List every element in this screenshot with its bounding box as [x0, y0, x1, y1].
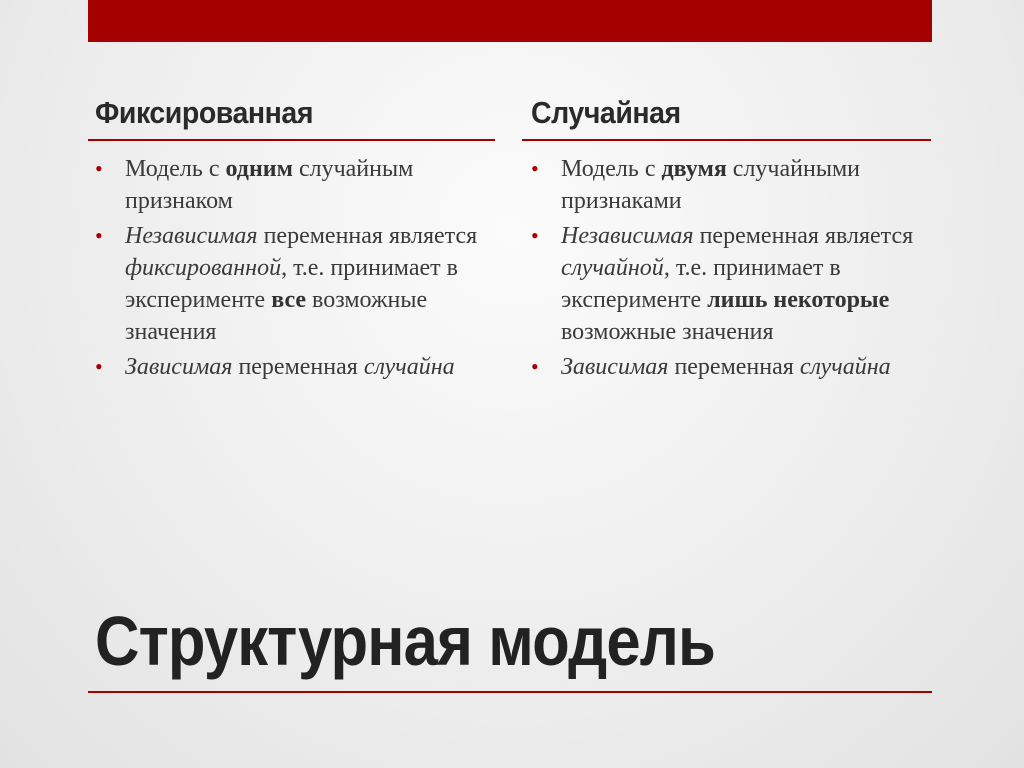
title-underline [88, 691, 932, 693]
left-bullet-list [95, 153, 495, 383]
slide-title: Структурная модель [95, 602, 715, 680]
left-column [95, 88, 495, 386]
bullet-icon: • [531, 223, 539, 248]
right-column [531, 88, 931, 386]
right-bullet-3: • Зависимая переменная случайна [531, 351, 931, 383]
bullet-icon: • [531, 354, 539, 379]
bullet-icon: • [531, 156, 539, 181]
left-bullet-1: • Модель с одним случайным признаком [95, 153, 495, 217]
left-bullet-3: • Зависимая переменная случайна [95, 351, 495, 383]
top-accent-bar [88, 0, 932, 42]
bullet-icon: • [95, 354, 103, 379]
bullet-icon: • [95, 223, 103, 248]
left-bullet-2: • Независимая переменная является фиксированной, т.е. принимает в эксперименте все возможные значения [95, 220, 495, 348]
bullet-icon: • [95, 156, 103, 181]
right-heading-divider [522, 139, 931, 141]
right-bullet-list [531, 153, 931, 383]
right-column-heading: Случайная [531, 95, 681, 130]
right-bullet-1: • Модель с двумя случайными признаками [531, 153, 931, 217]
left-heading-divider [88, 139, 495, 141]
right-bullet-2: • Независимая переменная является случайной, т.е. принимает в эксперименте лишь некоторые возможные значения [531, 220, 931, 348]
left-column-heading: Фиксированная [95, 95, 314, 130]
